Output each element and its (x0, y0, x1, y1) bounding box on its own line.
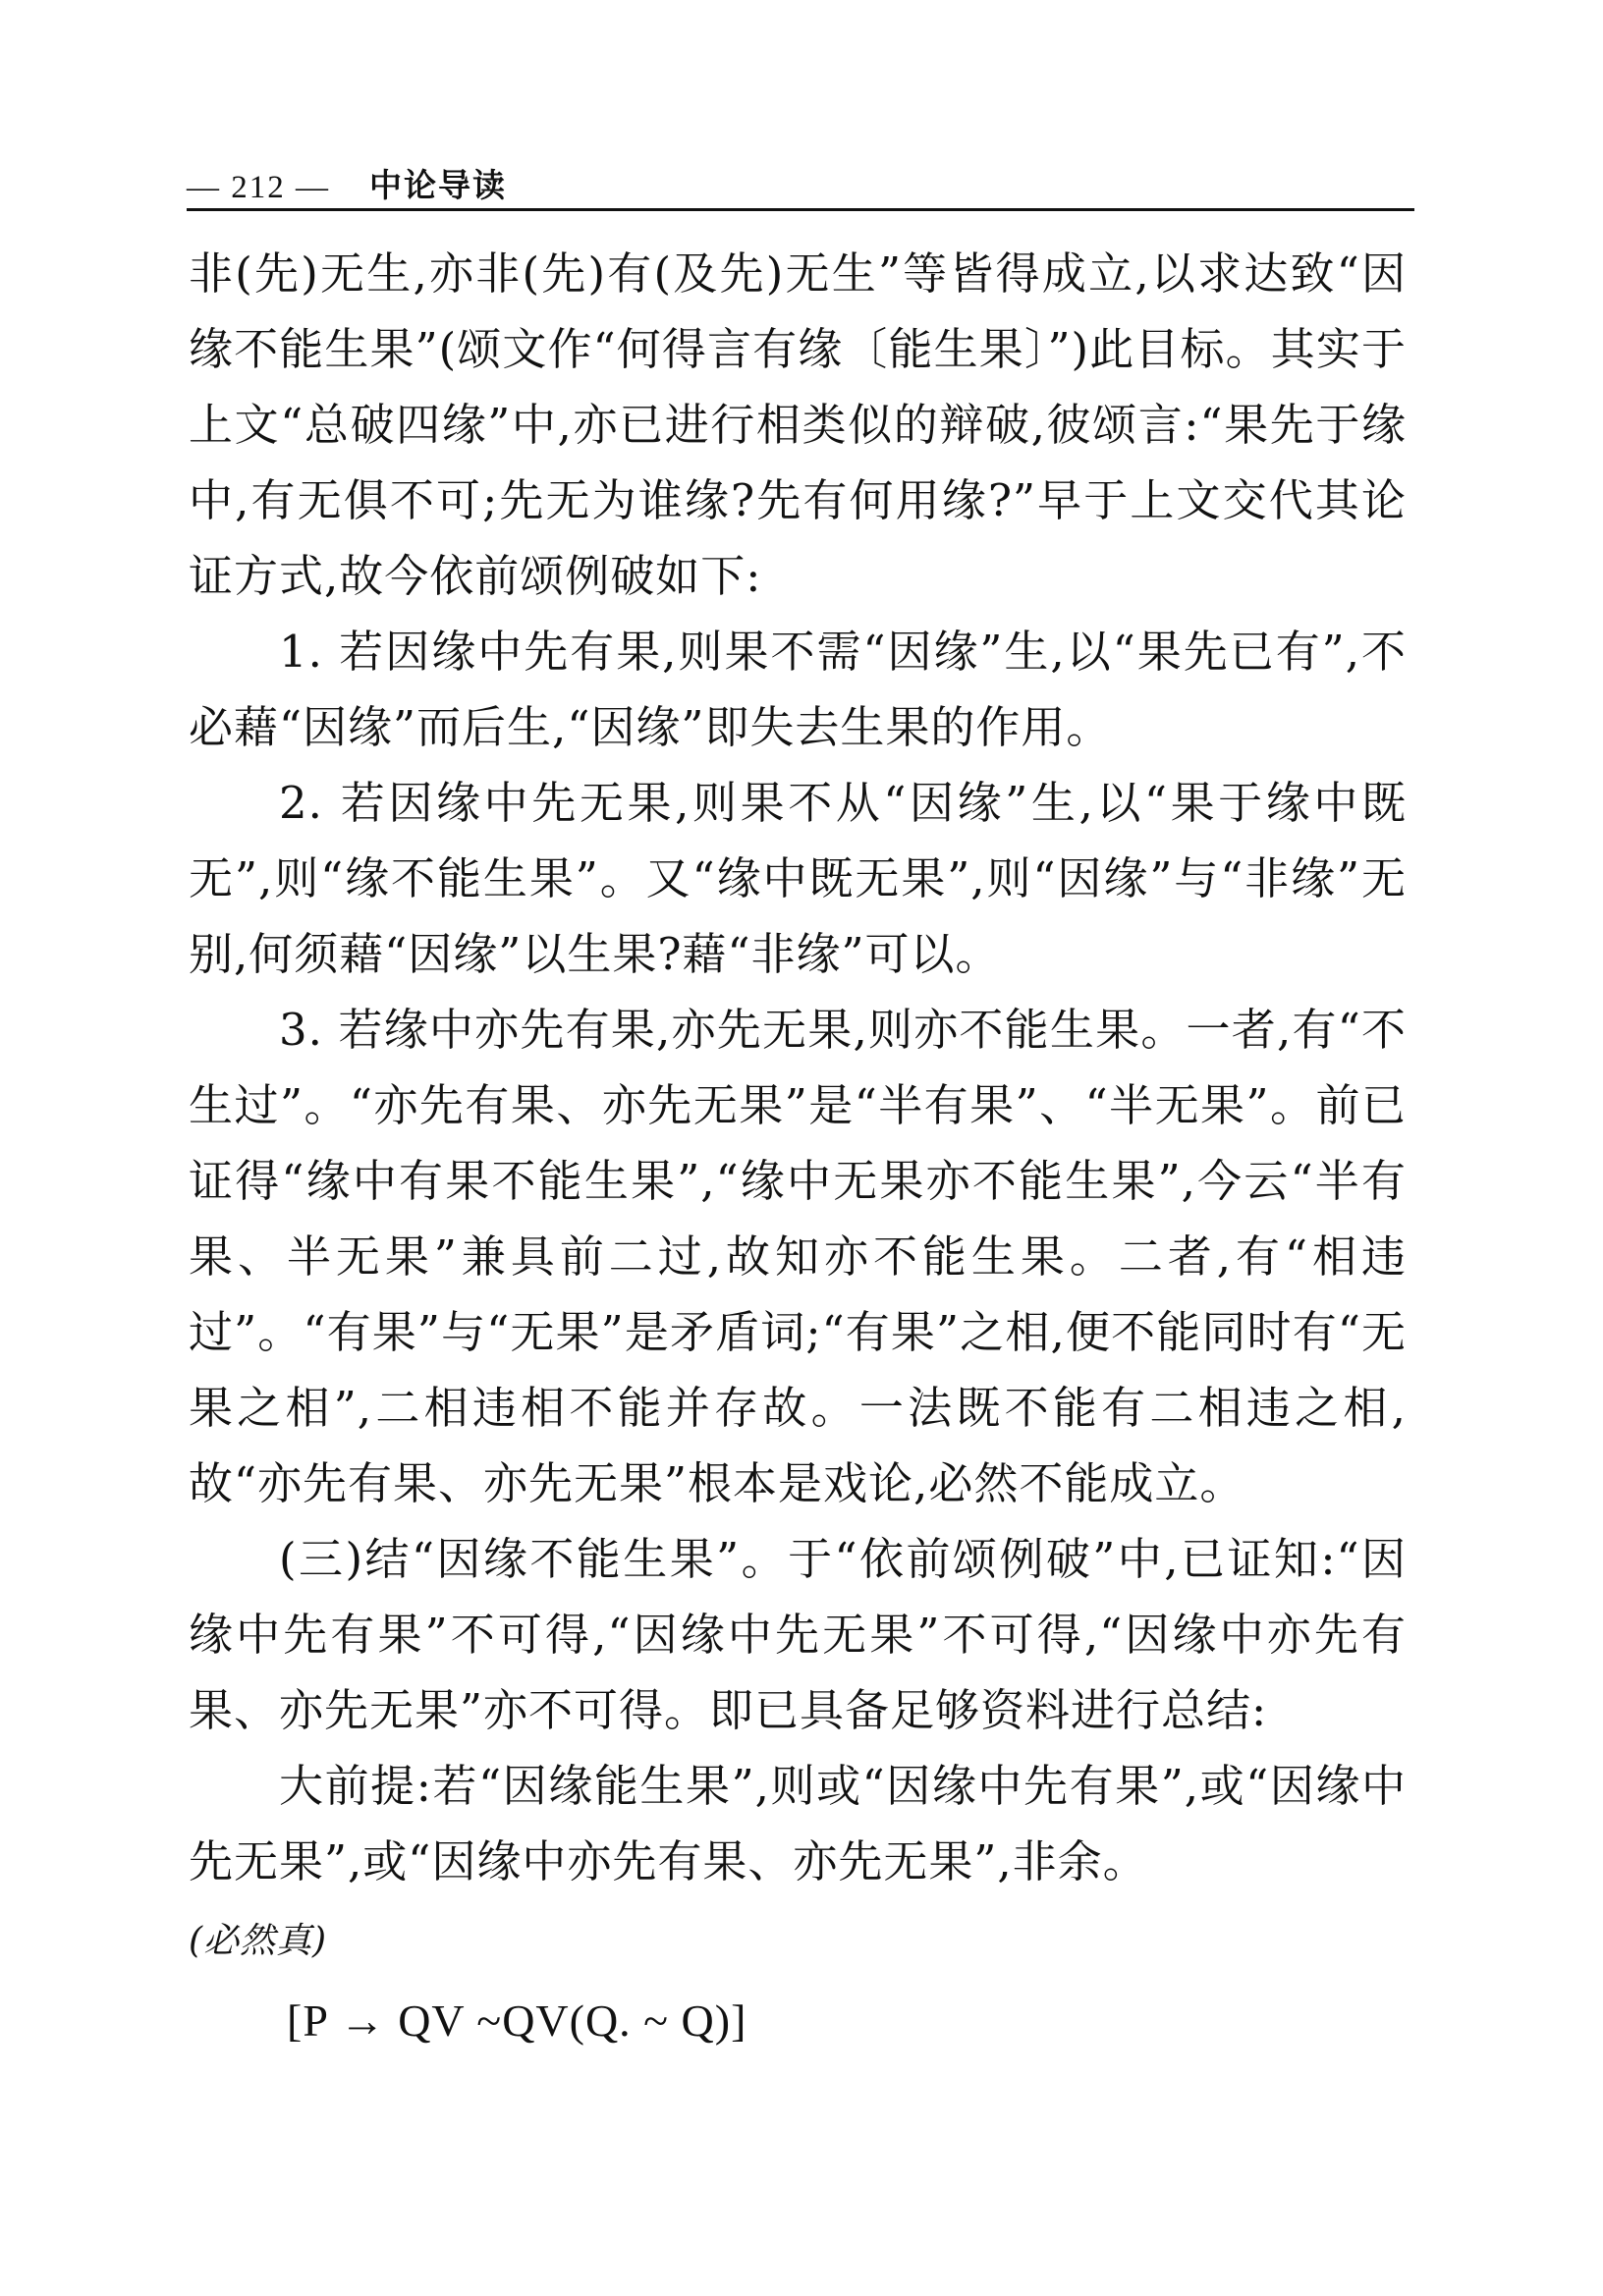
paragraph-point-2: 2. 若因缘中先无果,则果不从“因缘”生,以“果于缘中既无”,则“缘不能生果”。又“缘中既无果”,则“因缘”与“非缘”无别,何须藉“因缘”以生果?藉“非缘”可以。 (189, 777, 1407, 980)
book-title: 中论导读 (369, 166, 507, 204)
body-text (189, 236, 1407, 2058)
page-number: — 212 — (187, 170, 330, 205)
necessity-note (189, 1899, 1407, 1979)
necessity-note-text: (必然真) (189, 1921, 328, 1961)
paragraph-point-1: 1. 若因缘中先有果,则果不需“因缘”生,以“果先已有”,不必藉“因缘”而后生,“因缘”即失去生果的作用。 (189, 626, 1407, 753)
header-rule (187, 208, 1414, 211)
paragraph-point-3: 3. 若缘中亦先有果,亦先无果,则亦不能生果。一者,有“不生过”。“亦先有果、亦先无果”是“半有果”、“半无果”。前已证得“缘中有果不能生果”,“缘中无果亦不能生果”,今云“半有果、半无果”兼具前二过,故知亦不能生果。二者,有“相违过”。“有果”与“无果”是矛盾词;“有果”之相,便不能同时有“无果之相”,二相违相不能并存故。一法既不能有二相违之相,故“亦先有果、亦先无果”根本是戏论,必然不能成立。 (189, 1004, 1407, 1509)
paragraph-conclusion: (三)结“因缘不能生果”。于“依前颂例破”中,已证知:“因缘中先有果”不可得,“因缘中先无果”不可得,“因缘中亦先有果、亦先无果”亦不可得。即已具备足够资料进行总结: (189, 1533, 1407, 1736)
running-header (187, 147, 1414, 206)
logic-formula: [P → QV ~QV(Q. ~ Q)] (287, 1995, 747, 2046)
paragraph-major-premise: 大前提:若“因缘能生果”,则或“因缘中先有果”,或“因缘中先无果”,或“因缘中亦先有果、亦先无果”,非余。 (189, 1760, 1407, 1887)
paragraph-continuation: 非(先)无生,亦非(先)有(及先)无生”等皆得成立,以求达致“因缘不能生果”(颂文作“何得言有缘〔能生果〕”)此目标。其实于上文“总破四缘”中,亦已进行相类似的辩破,彼颂言:“果先于缘中,有无俱不可;先无为谁缘?先有何用缘?”早于上文交代其论证方式,故今依前颂例破如下: (189, 247, 1407, 602)
